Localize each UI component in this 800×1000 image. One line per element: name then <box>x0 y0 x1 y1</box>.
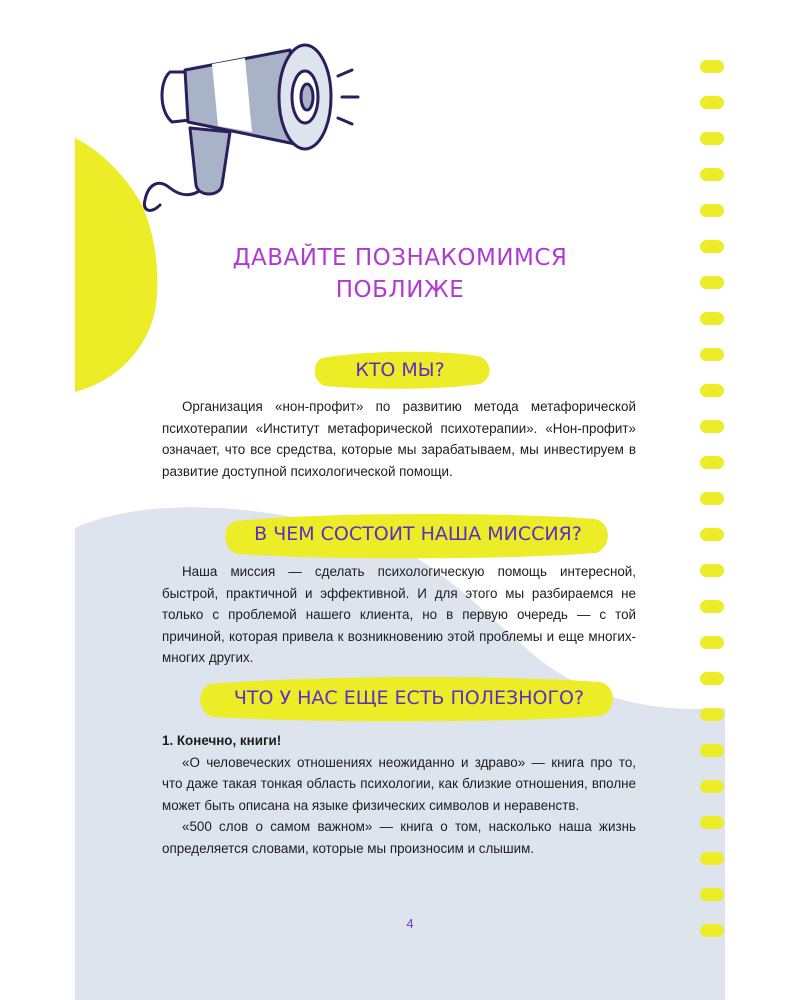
section-paragraph-who-we-are <box>162 396 636 482</box>
page-number: 4 <box>406 916 414 931</box>
paragraph-text: «О человеческих отношениях неожиданно и здраво» — книга про то, что даже такая тонкая область психологии, как близкие отношения, вполне может быть описана на языке физических символов и неравенств. <box>162 754 636 813</box>
page-title-line-1: ДАВАЙТЕ ПОЗНАКОМИМСЯ <box>232 245 568 271</box>
paragraph-text: «500 слов о самом важном» — книга о том, насколько наша жизнь определяется словами, которые мы произносим и слышим. <box>162 819 636 856</box>
megaphone-icon <box>144 45 358 210</box>
paragraph-text: Организация «нон-профит» по развитию метода метафорической психотерапии «Институт метафорической психотерапии». «Нон-профит» означает, что все средства, которые мы зарабатываем, мы инвестируем в развитие доступной психологической помощи. <box>162 399 636 479</box>
section-heading-who-we-are: КТО МЫ? <box>355 359 445 381</box>
yellow-circle <box>75 138 157 392</box>
section-paragraph-useful <box>162 730 636 859</box>
section-heading-mission: В ЧЕМ СОСТОИТ НАША МИССИЯ? <box>254 523 582 545</box>
page-title-line-2: ПОБЛИЖЕ <box>335 277 465 303</box>
section-paragraph-mission <box>162 561 636 669</box>
paragraph-text: Наша миссия — сделать психологическую помощь интересной, быстрой, практичной и эффективной. И для этого мы разбираемся не только с проблемой нашего клиента, но в первую очередь — с той причиной, которая привела к возникновению этой проблемы и еще многих-многих других. <box>162 564 636 665</box>
section-heading-useful: ЧТО У НАС ЕЩЕ ЕСТЬ ПОЛЕЗНОГО? <box>233 687 585 709</box>
page-title <box>200 242 600 306</box>
subheading-books: 1. Конечно, книги! <box>162 733 282 748</box>
